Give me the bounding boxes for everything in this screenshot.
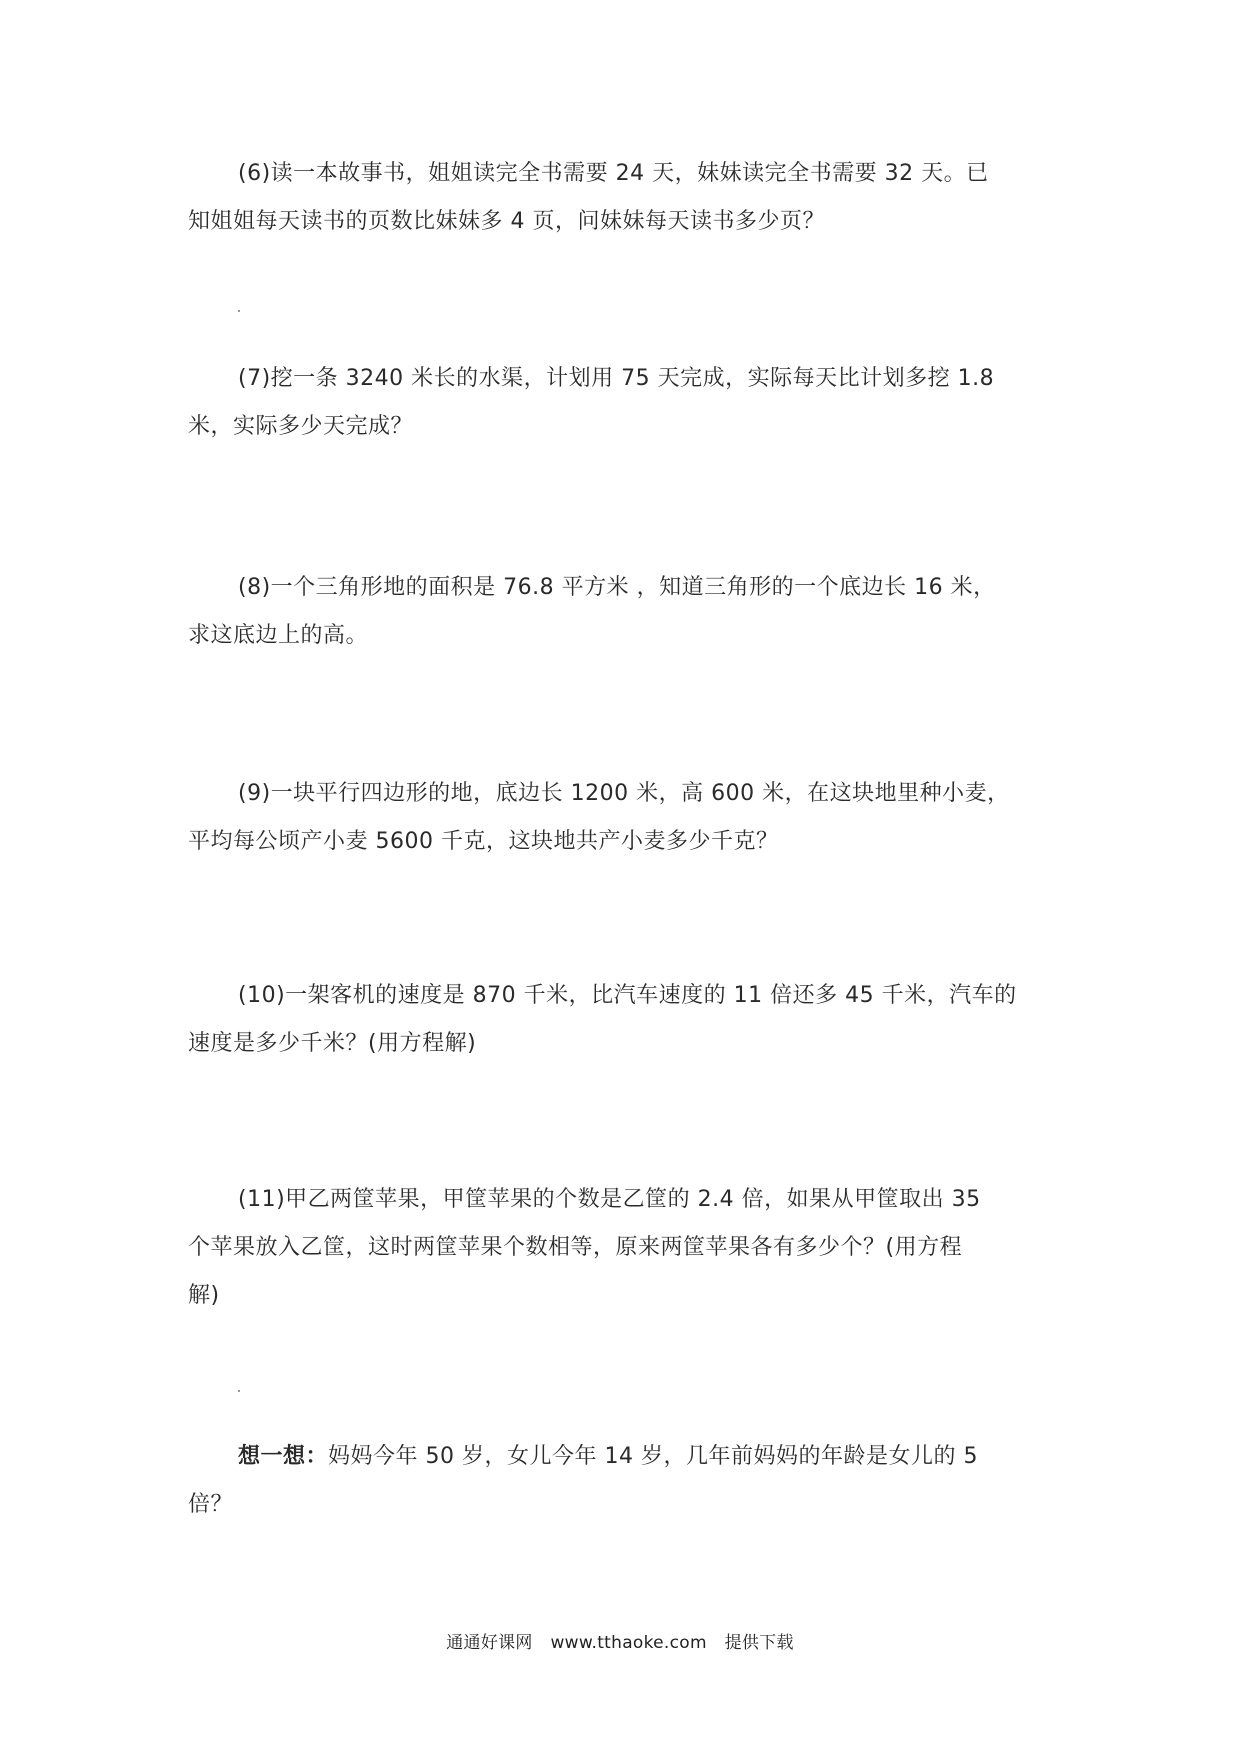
- footer-suffix: 提供下载: [724, 1633, 794, 1653]
- footer-url: www.tthaoke.com: [550, 1633, 707, 1653]
- problem-7: [188, 355, 1063, 451]
- problem-11-line-1: (11)甲乙两筐苹果，甲筐苹果的个数是乙筐的 2.4 倍，如果从甲筐取出 35: [238, 1187, 981, 1212]
- problem-9-line-1: (9)一块平行四边形的地，底边长 1200 米，高 600 米，在这块地里种小麦，: [238, 781, 1010, 806]
- problem-6-line-1: (6)读一本故事书，姐姐读完全书需要 24 天，妹妹读完全书需要 32 天。已: [238, 161, 989, 186]
- problem-10: [188, 972, 1063, 1068]
- problem-9: [188, 770, 1063, 866]
- scan-dot: [238, 1390, 240, 1392]
- problem-8-line-2: 求这底边上的高。: [188, 623, 369, 648]
- problem-10-line-2: 速度是多少千米？(用方程解): [188, 1031, 477, 1056]
- footer-site-name: 通通好课网: [446, 1633, 533, 1653]
- problem-11-line-2: 个苹果放入乙筐，这时两筐苹果个数相等，原来两筐苹果各有多少个？(用方程: [188, 1235, 963, 1260]
- problem-6-line-2: 知姐姐每天读书的页数比妹妹多 4 页，问妹妹每天读书多少页？: [188, 209, 825, 234]
- think-text: 妈妈今年 50 岁，女儿今年 14 岁，几年前妈妈的年龄是女儿的 5: [328, 1444, 978, 1469]
- think-line-1: [188, 1433, 1063, 1481]
- think-line-2: 倍？: [188, 1492, 234, 1517]
- scan-dot: [238, 310, 240, 312]
- problem-9-line-2: 平均每公顷产小麦 5600 千克，这块地共产小麦多少千克？: [188, 829, 779, 854]
- footer: [0, 1628, 1240, 1653]
- problem-7-line-1: (7)挖一条 3240 米长的水渠，计划用 75 天完成，实际每天比计划多挖 1.8: [238, 366, 995, 391]
- think-problem: [188, 1433, 1063, 1529]
- problem-11: [188, 1176, 1063, 1320]
- problem-8-line-1: (8)一个三角形地的面积是 76.8 平方米 ，知道三角形的一个底边长 16 米，: [238, 575, 996, 600]
- problem-8: [188, 564, 1063, 660]
- problem-6: [188, 150, 1063, 246]
- think-label: 想一想：: [238, 1444, 329, 1469]
- problem-10-line-1: (10)一架客机的速度是 870 千米，比汽车速度的 11 倍还多 45 千米，汽车的: [238, 983, 1017, 1008]
- problem-11-line-3: 解): [188, 1283, 220, 1308]
- problem-7-line-2: 米，实际多少天完成？: [188, 414, 414, 439]
